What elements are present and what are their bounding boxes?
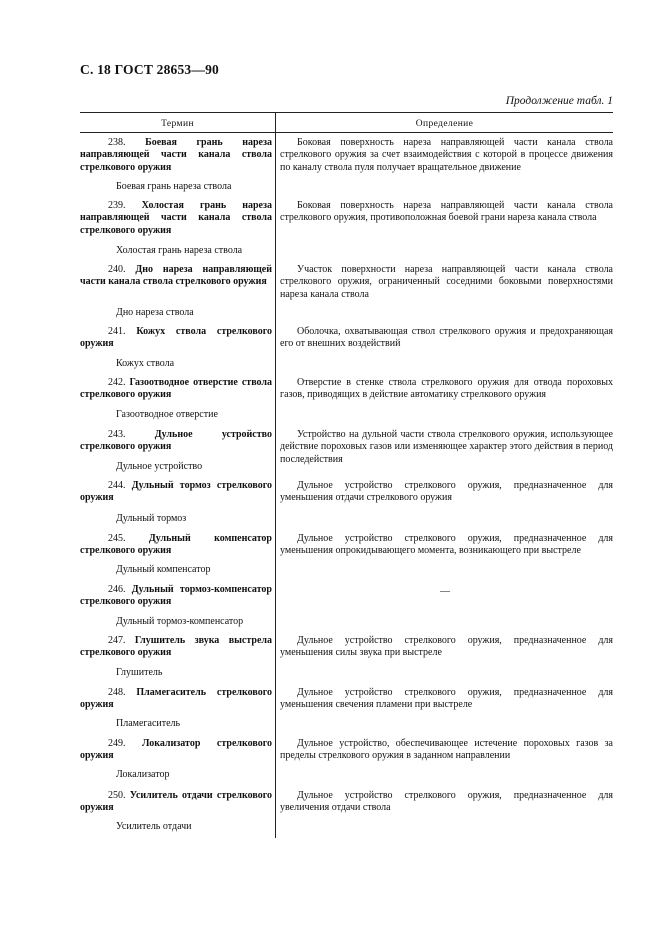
- term-name: Дульный компенсатор стрелкового оружия: [80, 533, 272, 557]
- term-entry: [80, 264, 272, 289]
- term-name: Локализатор стрелкового оружия: [80, 738, 272, 762]
- term-definition: Устройство на дульной части ствола стрелкового оружия, использующее действие пороховых газов или изменяющее характер этого действия в период последействия: [280, 429, 613, 465]
- term-number: 247.: [108, 635, 126, 646]
- column-divider: [275, 112, 276, 838]
- term-name: Дульный тормоз стрелкового оружия: [80, 480, 272, 504]
- term-entry: [80, 533, 272, 558]
- column-header-definition: Определение: [415, 119, 474, 129]
- term-number: 248.: [108, 687, 126, 698]
- term-number: 246.: [108, 584, 126, 595]
- term-number: 239.: [108, 200, 126, 211]
- term-number: 240.: [108, 264, 126, 275]
- term-name: Дульное устройство стрелкового оружия: [80, 429, 272, 453]
- term-short-name: Локализатор: [116, 769, 170, 780]
- term-definition: Участок поверхности нареза направляющей части канала ствола стрелкового оружия, ограниченный соседними боковыми поверхностями нареза канала ствола: [280, 264, 613, 300]
- term-number: 238.: [108, 137, 126, 148]
- term-number: 241.: [108, 326, 126, 337]
- term-name: Усилитель отдачи стрелкового оружия: [80, 790, 272, 814]
- term-definition: Дульное устройство стрелкового оружия, предназначенное для увеличения отдачи ствола: [280, 790, 613, 814]
- term-entry: [80, 584, 272, 609]
- term-definition: Дульное устройство стрелкового оружия, предназначенное для уменьшения отдачи стрелкового оружия: [280, 480, 613, 504]
- table-top-rule: [80, 112, 613, 113]
- term-number: 245.: [108, 533, 126, 544]
- term-entry: [80, 377, 272, 402]
- term-definition: Оболочка, охватывающая ствол стрелкового оружия и предохраняющая его от внешних воздействий: [280, 326, 613, 350]
- term-number: 250.: [108, 790, 126, 801]
- term-number: 243.: [108, 429, 126, 440]
- term-name: Кожух ствола стрелкового оружия: [80, 326, 272, 350]
- term-entry: [80, 738, 272, 763]
- term-definition: Дульное устройство стрелкового оружия, предназначенное для уменьшения свечения пламени при выстреле: [280, 687, 613, 711]
- term-name: Холостая грань нареза направляющей части канала ствола стрелкового оружия: [80, 200, 272, 236]
- term-entry: [80, 687, 272, 712]
- table-continuation-label: Продолжение табл. 1: [505, 95, 613, 107]
- term-entry: [80, 635, 272, 660]
- term-definition: Боковая поверхность нареза направляющей части канала ствола стрелкового оружия, противоположная боевой грани нареза канала ствола: [280, 200, 613, 224]
- term-definition: Отверстие в стенке ствола стрелкового оружия для отвода пороховых газов, приводящих в действие автоматику стрелкового оружия: [280, 377, 613, 401]
- term-number: 242.: [108, 377, 126, 388]
- term-entry: [80, 326, 272, 351]
- page-header: С. 18 ГОСТ 28653—90: [80, 62, 219, 77]
- term-short-name: Дно нареза ствола: [116, 307, 194, 318]
- term-short-name: Глушитель: [116, 667, 163, 678]
- term-short-name: Пламегаситель: [116, 718, 181, 729]
- table-header-rule: [80, 132, 613, 133]
- term-definition-empty: —: [440, 586, 450, 597]
- term-entry: [80, 137, 272, 174]
- term-name: Глушитель звука выстрела стрелкового оружия: [80, 635, 272, 659]
- term-short-name: Дульный компенсатор: [116, 564, 211, 575]
- term-name: Пламегаситель стрелкового оружия: [80, 687, 272, 711]
- term-number: 249.: [108, 738, 126, 749]
- term-definition: Дульное устройство, обеспечивающее истечение пороховых газов за пределы стрелкового оружия в заданном направлении: [280, 738, 613, 762]
- term-short-name: Дульное устройство: [116, 461, 203, 472]
- term-entry: [80, 790, 272, 815]
- column-header-term: Термин: [161, 119, 194, 129]
- term-entry: [80, 200, 272, 237]
- term-short-name: Газоотводное отверстие: [116, 409, 218, 420]
- term-short-name: Усилитель отдачи: [116, 821, 192, 832]
- term-definition: Дульное устройство стрелкового оружия, предназначенное для уменьшения опрокидывающего момента, возникающего при выстреле: [280, 533, 613, 557]
- term-short-name: Боевая грань нареза ствола: [116, 181, 232, 192]
- term-definition: Боковая поверхность нареза направляющей части канала ствола стрелкового оружия за счет взаимодействия с которой в процессе движения по каналу ствола пуля получает вращательное движение: [280, 137, 613, 173]
- term-name: Дульный тормоз-компенсатор стрелкового оружия: [80, 584, 272, 608]
- term-name: Дно нареза направляющей части канала ствола стрелкового оружия: [80, 264, 273, 288]
- term-short-name: Холостая грань нареза ствола: [116, 245, 243, 256]
- term-name: Боевая грань нареза направляющей части канала ствола стрелкового оружия: [80, 137, 273, 173]
- term-definition: Дульное устройство стрелкового оружия, предназначенное для уменьшения силы звука при выстреле: [280, 635, 613, 659]
- term-number: 244.: [108, 480, 126, 491]
- term-entry: [80, 480, 272, 505]
- term-short-name: Кожух ствола: [116, 358, 175, 369]
- term-short-name: Дульный тормоз-компенсатор: [116, 616, 244, 627]
- term-entry: [80, 429, 272, 454]
- term-name: Газоотводное отверстие ствола стрелкового оружия: [80, 377, 273, 401]
- term-short-name: Дульный тормоз: [116, 513, 187, 524]
